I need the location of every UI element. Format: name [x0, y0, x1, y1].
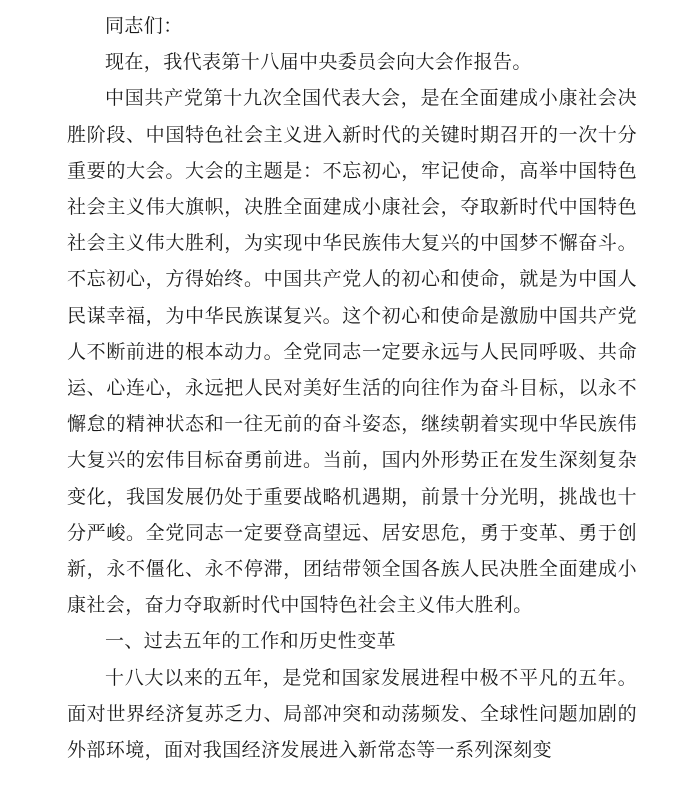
- section-paragraph: 十八大以来的五年，是党和国家发展进程中极不平凡的五年。面对世界经济复苏乏力、局部冲突和动荡频发、全球性问题加剧的外部环境，面对我国经济发展进入新常态等一系列深刻变: [67, 666, 637, 762]
- body-paragraph: 中国共产党第十九次全国代表大会，是在全面建成小康社会决胜阶段、中国特色社会主义进入新时代的关键时期召开的一次十分重要的大会。大会的主题是：不忘初心，牢记使命，高举中国特色社会主义伟大旗帜，决胜全面建成小康社会，夺取新时代中国特色社会主义伟大胜利，为实现中华民族伟大复兴的中国梦不懈奋斗。不忘初心，方得始终。中国共产党人的初心和使命，就是为中国人民谋幸福，为中华民族谋复兴。这个初心和使命是激励中国共产党人不断前进的根本动力。全党同志一定要永远与人民同呼吸、共命运、心连心，永远把人民对美好生活的向往作为奋斗目标，以永不懈怠的精神状态和一往无前的奋斗姿态，继续朝着实现中华民族伟大复兴的宏伟目标奋勇前进。当前，国内外形势正在发生深刻复杂变化，我国发展仍处于重要战略机遇期，前景十分光明，挑战也十分严峻。全党同志一定要登高望远、居安思危，勇于变革、勇于创新，永不僵化、永不停滞，团结带领全国各族人民决胜全面建成小康社会，奋力夺取新时代中国特色社会主义伟大胜利。: [67, 87, 637, 617]
- opening-paragraph: 现在，我代表第十八届中央委员会向大会作报告。: [105, 51, 532, 74]
- section-heading: 一、过去五年的工作和历史性变革: [105, 630, 397, 653]
- salutation: 同志们：: [105, 15, 183, 37]
- document-page: [67, 8, 637, 768]
